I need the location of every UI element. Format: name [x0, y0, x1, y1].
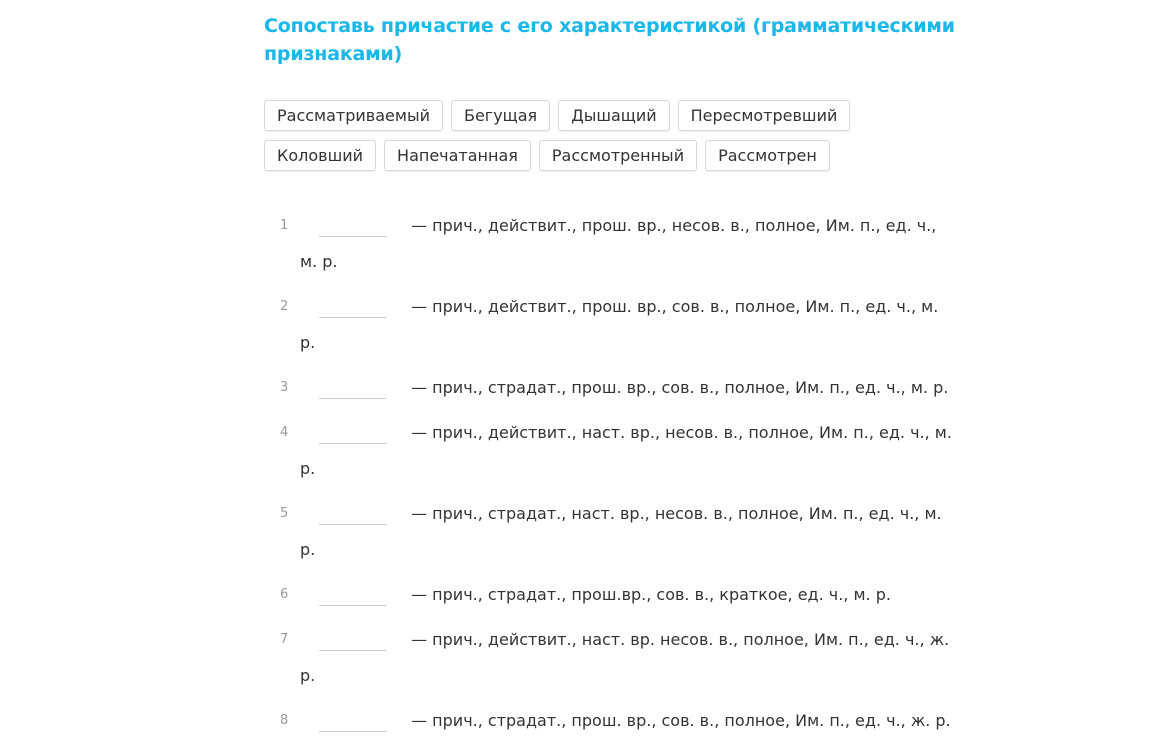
item-number: 7	[280, 632, 289, 647]
answer-drop-slot[interactable]	[319, 587, 386, 606]
item-description: — прич., страдат., прош.вр., сов. в., краткое, ед. ч., м. р.	[411, 585, 891, 604]
answer-drop-slot[interactable]	[319, 218, 386, 237]
item-number: 5	[280, 506, 289, 521]
item-description: — прич., действит., прош. вр., сов. в., полное, Им. п., ед. ч., м. р.	[300, 297, 939, 352]
item-number: 3	[280, 380, 289, 395]
item-number: 1	[280, 218, 289, 233]
option-chip[interactable]: Коловший	[264, 140, 376, 171]
answer-options-row-2	[264, 140, 964, 171]
matching-item	[264, 496, 954, 568]
item-number: 8	[280, 713, 289, 728]
item-description: — прич., страдат., прош. вр., сов. в., полное, Им. п., ед. ч., ж. р.	[411, 711, 951, 730]
matching-item	[264, 370, 954, 406]
matching-list	[264, 208, 954, 748]
matching-item	[264, 703, 954, 739]
item-description: — прич., действит., прош. вр., несов. в., полное, Им. п., ед. ч., м. р.	[300, 216, 937, 271]
matching-item	[264, 208, 954, 280]
option-chip[interactable]: Дышащий	[558, 100, 669, 131]
option-chip[interactable]: Рассмотренный	[539, 140, 697, 171]
matching-item	[264, 415, 954, 487]
matching-item	[264, 577, 954, 613]
option-chip[interactable]: Рассматриваемый	[264, 100, 443, 131]
option-chip[interactable]: Рассмотрен	[705, 140, 830, 171]
option-chip[interactable]: Напечатанная	[384, 140, 531, 171]
answer-drop-slot[interactable]	[319, 506, 386, 525]
matching-item	[264, 622, 954, 694]
task-header	[264, 12, 964, 68]
item-description: — прич., страдат., прош. вр., сов. в., полное, Им. п., ед. ч., м. р.	[411, 378, 949, 397]
answer-options-row-1	[264, 100, 964, 131]
item-description: — прич., страдат., наст. вр., несов. в., полное, Им. п., ед. ч., м. р.	[300, 504, 942, 559]
answer-drop-slot[interactable]	[319, 380, 386, 399]
item-number: 6	[280, 587, 289, 602]
answer-drop-slot[interactable]	[319, 713, 386, 732]
answer-drop-slot[interactable]	[319, 299, 386, 318]
item-description: — прич., действит., наст. вр. несов. в., полное, Им. п., ед. ч., ж. р.	[300, 630, 950, 685]
answer-drop-slot[interactable]	[319, 632, 386, 651]
answer-options	[264, 100, 964, 180]
answer-drop-slot[interactable]	[319, 425, 386, 444]
item-number: 2	[280, 299, 289, 314]
task-title: Сопоставь причастие с его характеристикой (грамматическими признаками)	[264, 15, 955, 65]
item-description: — прич., действит., наст. вр., несов. в., полное, Им. п., ед. ч., м. р.	[300, 423, 952, 478]
option-chip[interactable]: Бегущая	[451, 100, 550, 131]
item-number: 4	[280, 425, 289, 440]
option-chip[interactable]: Пересмотревший	[678, 100, 851, 131]
matching-item	[264, 289, 954, 361]
